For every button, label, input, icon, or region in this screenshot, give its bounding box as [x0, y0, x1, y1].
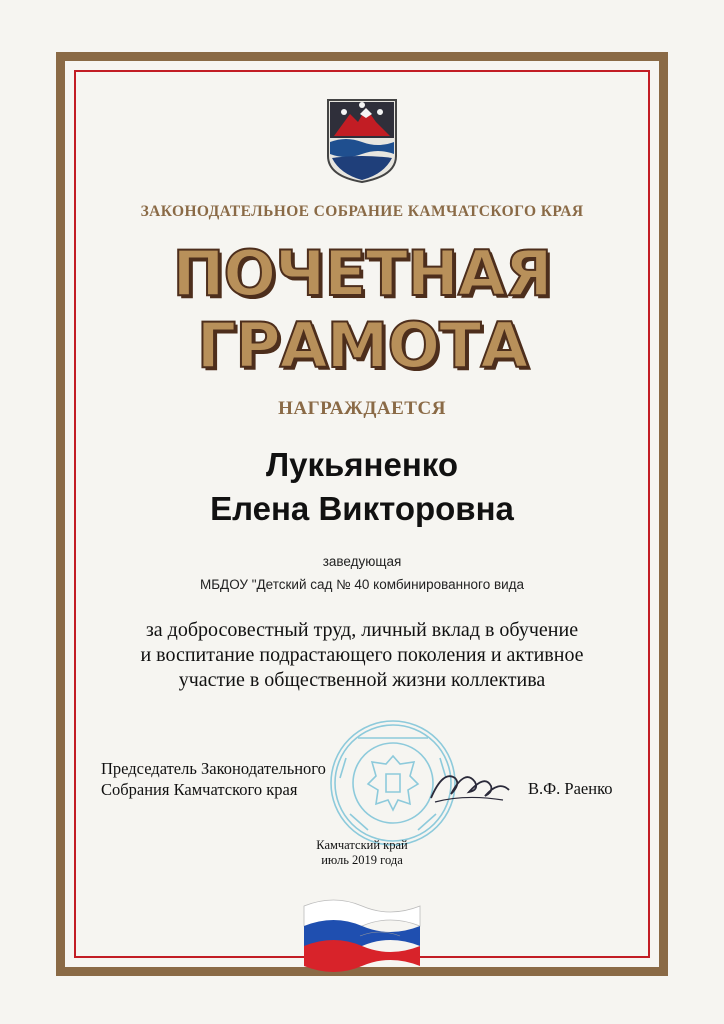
signer-title — [101, 758, 326, 800]
title-line-1: ПОЧЕТНАЯ — [172, 237, 552, 310]
issue-place: Камчатский край — [316, 838, 408, 852]
reason-line: за добросовестный труд, личный вклад в обучение — [145, 619, 579, 641]
recipient-institution: МБДОУ "Детский сад № 40 комбинированного вида — [199, 577, 525, 592]
signer-title-line: Председатель Законодательного — [101, 759, 326, 778]
organization-name: ЗАКОНОДАТЕЛЬНОЕ СОБРАНИЕ КАМЧАТСКОГО КРАЯ — [140, 203, 584, 220]
reason-line: и воспитание подрастающего поколения и активное — [140, 644, 584, 666]
award-reason — [0, 618, 724, 693]
signer-title-line: Собрания Камчатского края — [101, 780, 298, 799]
title-line-2: ГРАМОТА — [196, 309, 528, 382]
recipient-surname: Лукьяненко — [265, 446, 459, 483]
recipient-position: заведующая — [322, 554, 402, 569]
issue-date: июль 2019 года — [321, 853, 403, 867]
coat-of-arms-icon — [324, 96, 400, 184]
signer-name: В.Ф. Раенко — [528, 779, 613, 798]
signature — [425, 760, 515, 810]
awarded-label: НАГРАЖДАЕТСЯ — [278, 398, 446, 419]
russian-flag-icon — [300, 886, 424, 978]
recipient-given-names: Елена Викторовна — [210, 490, 514, 527]
reason-line: участие в общественной жизни коллектива — [178, 669, 546, 691]
